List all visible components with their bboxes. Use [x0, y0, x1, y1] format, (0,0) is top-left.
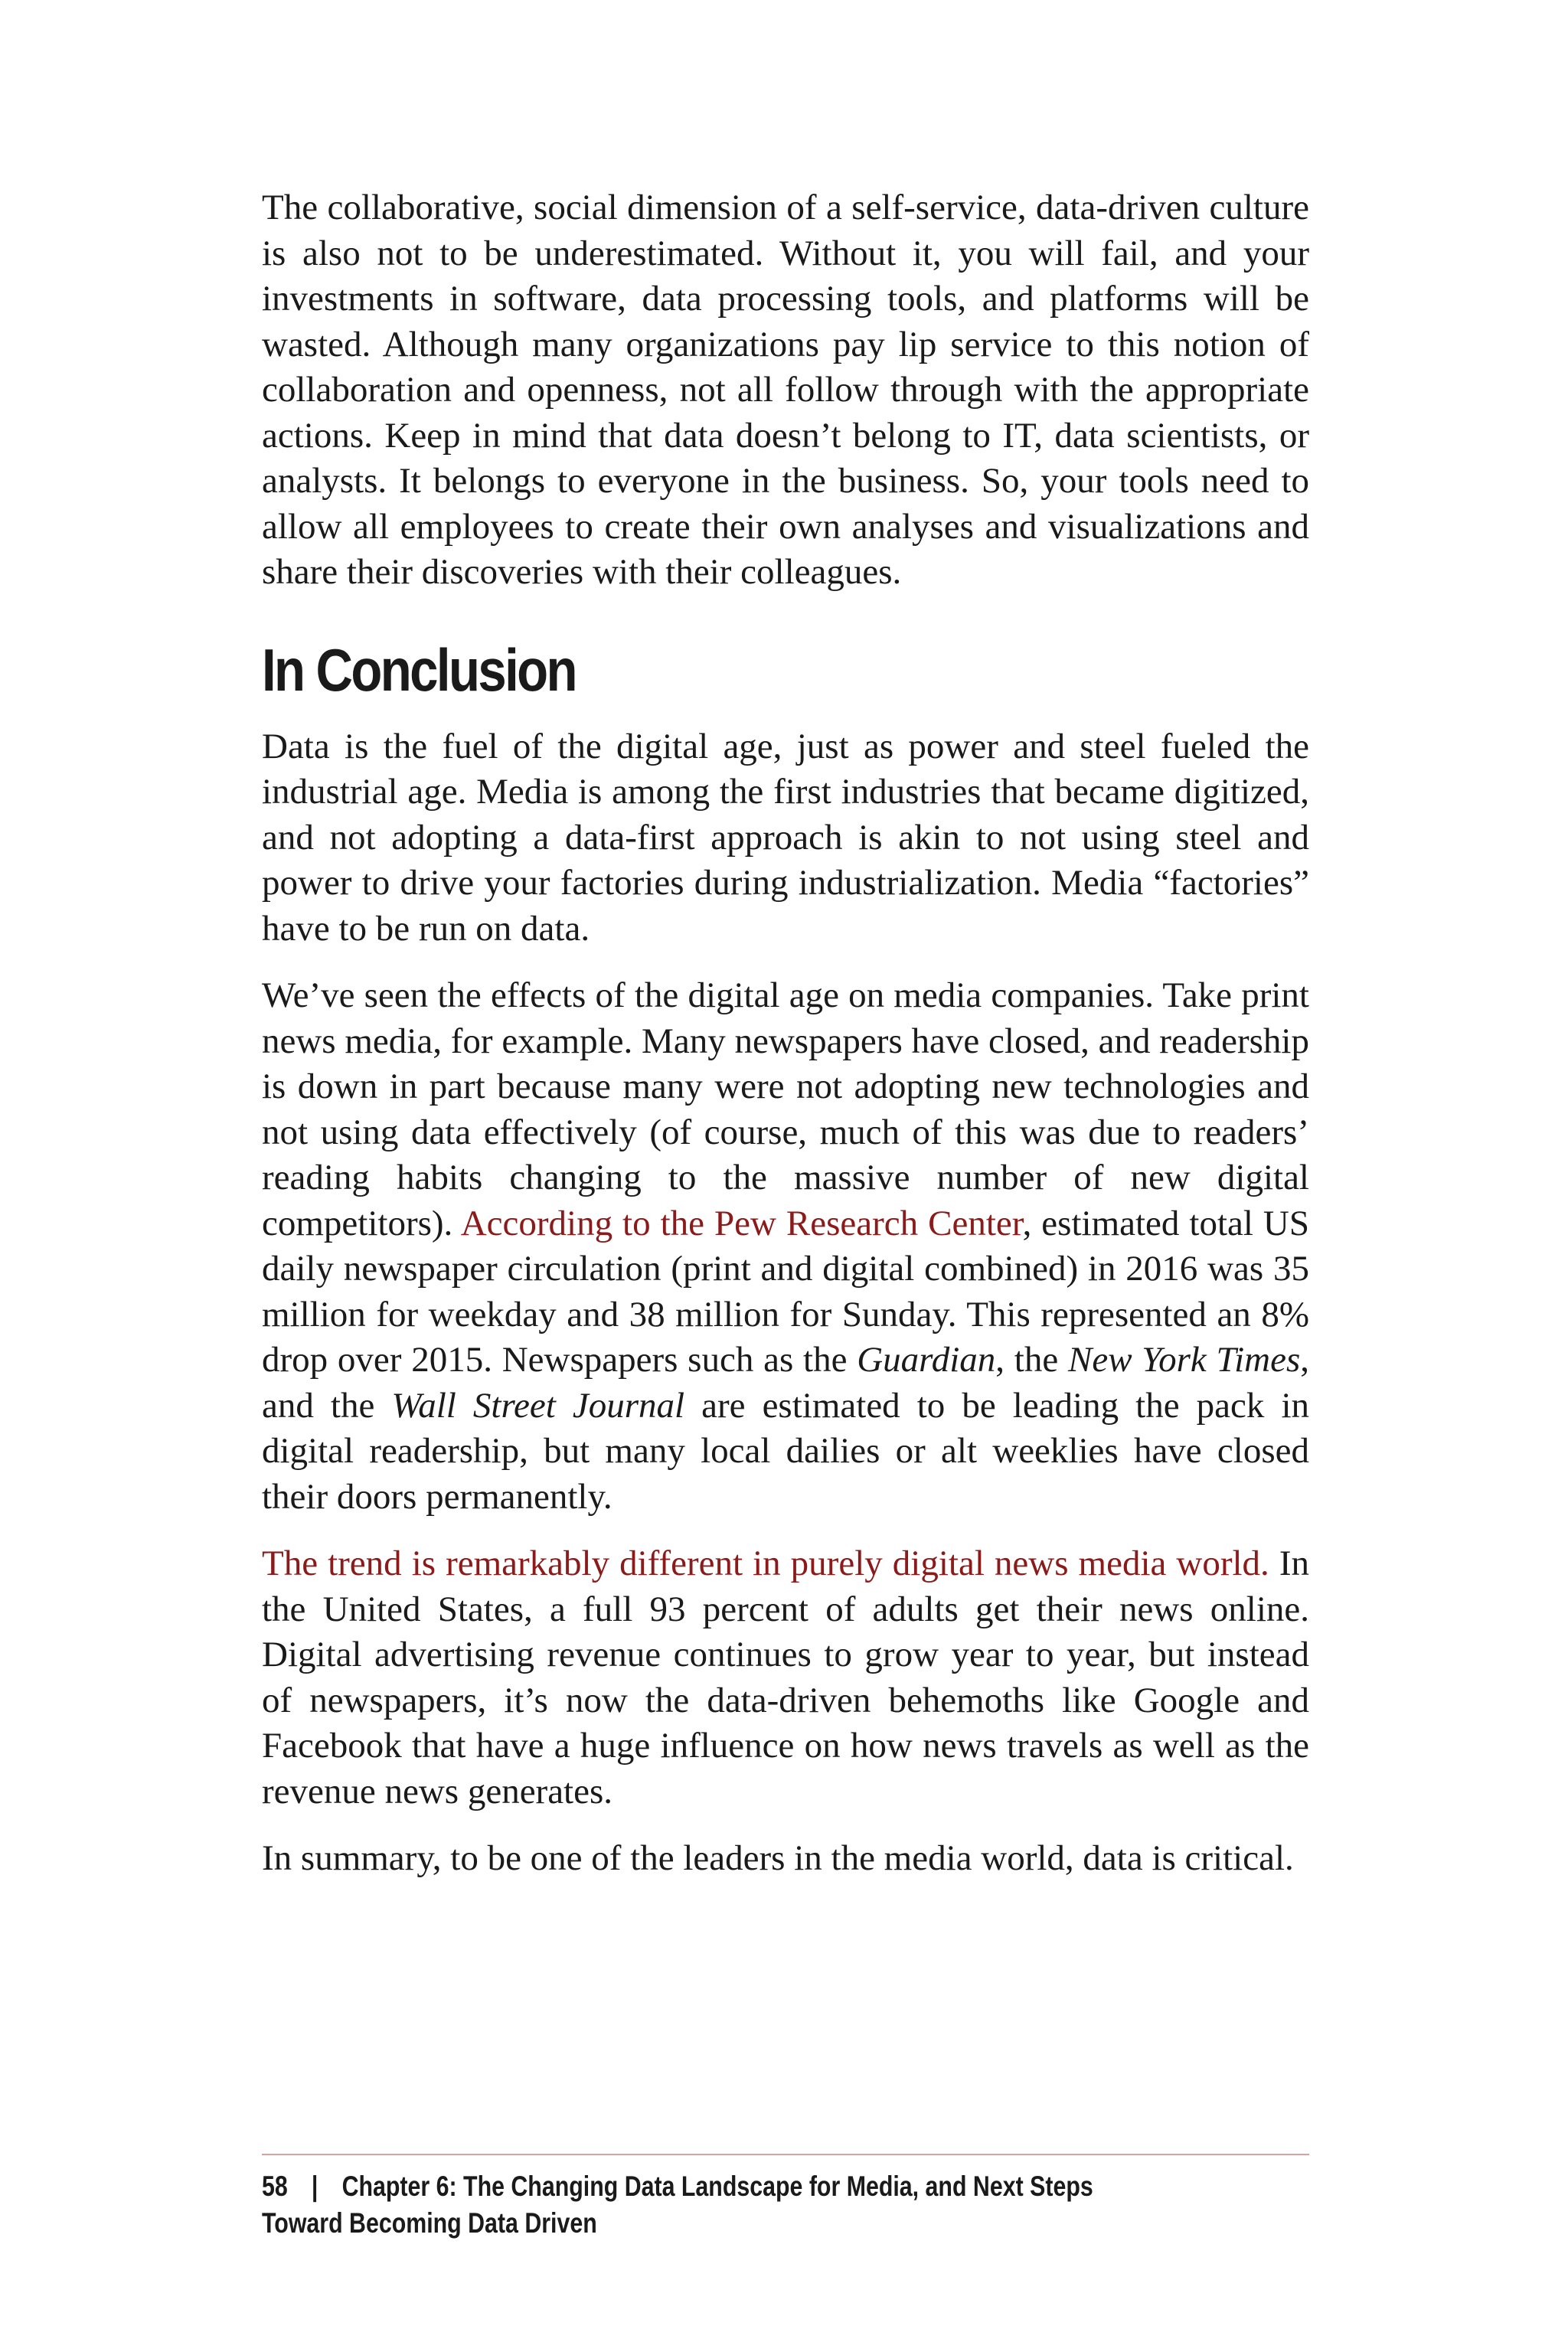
- paragraph-digital-news-trend: [262, 1541, 1309, 1815]
- text-span: , the: [995, 1340, 1068, 1380]
- page-number: 58: [262, 2171, 288, 2202]
- page-footer: [262, 2168, 1141, 2242]
- text-span: , estimated total US daily newspaper circulation (print and digital combined) in 2016 was 35 million for weekday and 38 million for Sunday. This represented an 8% drop over 2015. Newspapers such as the: [262, 1203, 1309, 1380]
- pew-research-link[interactable]: According to the Pew Research Center: [460, 1203, 1023, 1243]
- text-span: We’ve seen the effects of the digital age on media companies. Take print news media, for example. Many newspapers have closed, and readership is down in part because many were not adopting new technologies and not using data effectively (of course, much of this was due to readers’ reading habits changing to the massive number of new digital competitors).: [262, 975, 1309, 1243]
- paragraph-summary: In summary, to be one of the leaders in the media world, data is critical.: [262, 1838, 1294, 1878]
- footer-divider: [262, 2154, 1309, 2155]
- newspaper-name: New York Times: [1067, 1340, 1301, 1380]
- body-text: [262, 185, 1309, 1903]
- text-span: , and the: [262, 1340, 1310, 1426]
- digital-trend-link[interactable]: The trend is remarkably different in purely digital news media world.: [262, 1544, 1269, 1583]
- footer-separator: |: [311, 2171, 318, 2202]
- paragraph-collaboration: The collaborative, social dimension of a self-service, data-driven culture is also not to be underestimated. Without it, you will fail, and your investments in software, data processing tools, and platforms will be wasted. Although many organizations pay lip service to this notion of collaboration and openness, not all follow through with the appropriate actions. Keep in mind that data doesn’t belong to IT, data scientists, or analysts. It belongs to everyone in the business. So, your tools need to allow all employees to create their own analyses and visualizations and share their discoveries with their colleagues.: [262, 188, 1309, 592]
- paragraph-data-fuel: Data is the fuel of the digital age, just as power and steel fueled the industrial age. Media is among the first industries that became digitized, and not adopting a data-first approach is akin to not using steel and power to drive your factories during industrialization. Media “factories” have to be run on data.: [262, 726, 1309, 949]
- section-heading: In Conclusion: [262, 635, 576, 704]
- chapter-title: Chapter 6: The Changing Data Landscape for Media, and Next Steps Toward Becoming Data Driven: [262, 2171, 1093, 2239]
- text-span: are estimated to be leading the pack in digital readership, but many local dailies or alt weeklies have closed their doors permanently.: [262, 1385, 1310, 1517]
- newspaper-name: Guardian: [857, 1340, 996, 1380]
- text-span: In the United States, a full 93 percent of adults get their news online. Digital advertising revenue continues to grow year to year, but instead of newspapers, it’s now the data-driven behemoths like Google and Facebook that have a huge influence on how news travels as well as the revenue news generates.: [262, 1544, 1309, 1811]
- newspaper-name: Wall Street Journal: [391, 1385, 685, 1426]
- paragraph-digital-age-effects: [262, 973, 1309, 1520]
